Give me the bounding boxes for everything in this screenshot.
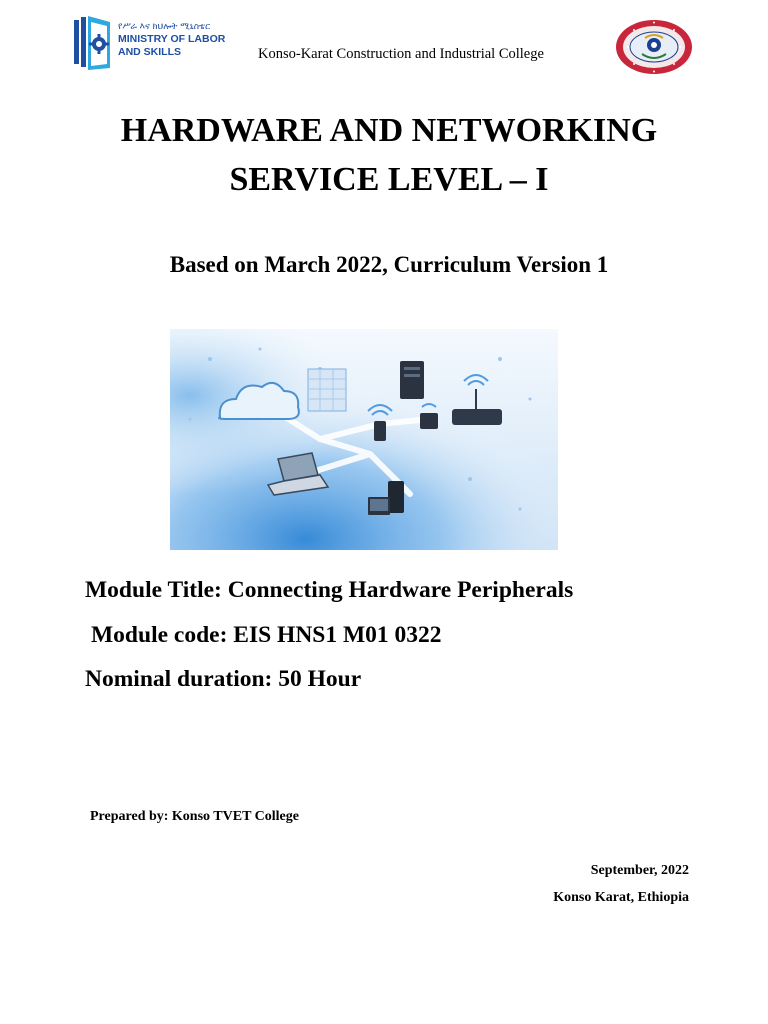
college-seal-icon [614,18,694,76]
module-title: Module Title: Connecting Hardware Peripherals [85,577,574,603]
document-title [0,106,768,204]
network-illustration [170,329,558,550]
gear-book-icon [72,14,116,72]
ministry-name-line1: MINISTRY OF LABOR [118,33,226,45]
title-line-2: SERVICE LEVEL – I [229,161,549,198]
publication-date: September, 2022 [590,863,689,878]
ministry-name-line2: AND SKILLS [118,45,181,58]
prepared-by: Prepared by: Konso TVET College [90,809,299,824]
college-header: Konso-Karat Construction and Industrial College [258,46,544,62]
ministry-logo [72,14,226,74]
nominal-duration: Nominal duration: 50 Hour [85,666,362,692]
module-code: Module code: EIS HNS1 M01 0322 [91,622,442,648]
ministry-amharic-name: የሥራ እና ክህሎት ሚኒስቴር [118,22,211,32]
curriculum-version: Based on March 2022, Curriculum Version 1 [169,252,609,277]
college-seal [614,18,694,76]
network-illustration-icon [170,329,558,550]
title-line-1: HARDWARE AND NETWORKING [120,112,658,149]
publication-location: Konso Karat, Ethiopia [553,890,689,905]
